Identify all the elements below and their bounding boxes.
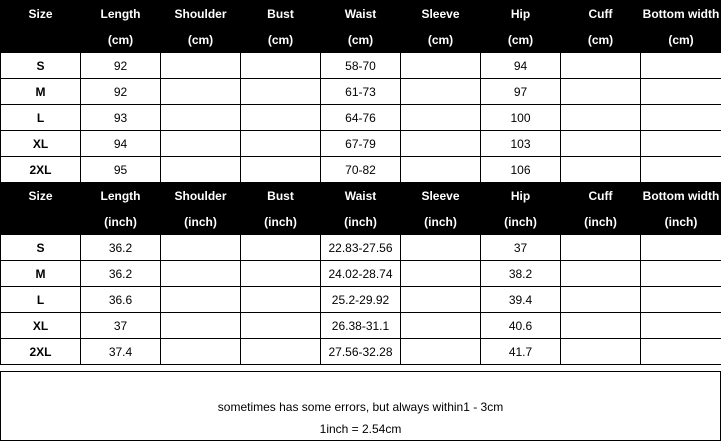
cm-unit-hip: (cm) xyxy=(481,28,561,53)
cm-cell-size: L xyxy=(1,105,81,131)
cm-cell-cuff xyxy=(561,105,641,131)
inch-unit-bust: (inch) xyxy=(241,210,321,235)
cm-header-bust: Bust xyxy=(241,1,321,28)
inch-cell-bust xyxy=(241,261,321,287)
cm-cell-bottom-width xyxy=(641,79,721,105)
inch-cell-hip: 40.6 xyxy=(481,313,561,339)
cm-cell-size: XL xyxy=(1,131,81,157)
cm-unit-bust: (cm) xyxy=(241,28,321,53)
cm-cell-sleeve xyxy=(401,157,481,183)
inch-cell-cuff xyxy=(561,313,641,339)
cm-unit-cuff: (cm) xyxy=(561,28,641,53)
inch-header-length: Length xyxy=(81,183,161,210)
inch-unit-length: (inch) xyxy=(81,210,161,235)
inch-cell-length: 36.2 xyxy=(81,235,161,261)
inch-cell-size: XL xyxy=(1,313,81,339)
cm-cell-size: 2XL xyxy=(1,157,81,183)
cm-header-size: Size xyxy=(1,1,81,28)
inch-unit-bottom-width: (inch) xyxy=(641,210,721,235)
inch-cell-bottom-width xyxy=(641,339,721,365)
cm-cell-cuff xyxy=(561,53,641,79)
inch-table-row xyxy=(1,261,721,287)
cm-cell-waist: 61-73 xyxy=(321,79,401,105)
inch-cell-hip: 38.2 xyxy=(481,261,561,287)
inch-cell-waist: 27.56-32.28 xyxy=(321,339,401,365)
inch-table-row xyxy=(1,287,721,313)
inch-cell-shoulder xyxy=(161,261,241,287)
cm-cell-waist: 67-79 xyxy=(321,131,401,157)
inch-cell-length: 37.4 xyxy=(81,339,161,365)
cm-unit-bottom-width: (cm) xyxy=(641,28,721,53)
inch-unit-row xyxy=(1,210,721,235)
cm-cell-hip: 106 xyxy=(481,157,561,183)
inch-cell-bottom-width xyxy=(641,313,721,339)
cm-cell-bust xyxy=(241,53,321,79)
inch-cell-size: S xyxy=(1,235,81,261)
cm-cell-bottom-width xyxy=(641,53,721,79)
cm-cell-hip: 100 xyxy=(481,105,561,131)
cm-cell-length: 92 xyxy=(81,53,161,79)
cm-unit-length: (cm) xyxy=(81,28,161,53)
inch-cell-length: 36.2 xyxy=(81,261,161,287)
cm-cell-size: M xyxy=(1,79,81,105)
inch-table-row xyxy=(1,339,721,365)
inch-cell-cuff xyxy=(561,287,641,313)
inch-header-bust: Bust xyxy=(241,183,321,210)
cm-header-hip: Hip xyxy=(481,1,561,28)
inch-cell-sleeve xyxy=(401,339,481,365)
cm-header-length: Length xyxy=(81,1,161,28)
inch-cell-cuff xyxy=(561,339,641,365)
cm-cell-cuff xyxy=(561,131,641,157)
inch-cell-length: 36.6 xyxy=(81,287,161,313)
inch-table-row xyxy=(1,235,721,261)
inch-cell-bottom-width xyxy=(641,261,721,287)
inch-unit-sleeve: (inch) xyxy=(401,210,481,235)
cm-header-cuff: Cuff xyxy=(561,1,641,28)
cm-cell-bust xyxy=(241,79,321,105)
cm-table-row xyxy=(1,79,721,105)
inch-header-size: Size xyxy=(1,183,81,210)
cm-header-bottom-width: Bottom width xyxy=(641,1,721,28)
cm-cell-size: S xyxy=(1,53,81,79)
inch-unit-shoulder: (inch) xyxy=(161,210,241,235)
cm-cell-length: 94 xyxy=(81,131,161,157)
inch-header-row xyxy=(1,183,721,210)
inch-cell-sleeve xyxy=(401,261,481,287)
cm-cell-hip: 103 xyxy=(481,131,561,157)
size-notes xyxy=(0,371,721,441)
cm-cell-cuff xyxy=(561,79,641,105)
inch-cell-waist: 25.2-29.92 xyxy=(321,287,401,313)
cm-table-row xyxy=(1,157,721,183)
inch-header-shoulder: Shoulder xyxy=(161,183,241,210)
conversion-note: 1inch = 2.54cm xyxy=(319,422,402,436)
inch-cell-hip: 39.4 xyxy=(481,287,561,313)
cm-table-row xyxy=(1,131,721,157)
inch-unit-waist: (inch) xyxy=(321,210,401,235)
inch-cell-bottom-width xyxy=(641,287,721,313)
inch-header-cuff: Cuff xyxy=(561,183,641,210)
inch-cell-shoulder xyxy=(161,235,241,261)
cm-table-row xyxy=(1,105,721,131)
inch-cell-bust xyxy=(241,339,321,365)
cm-cell-sleeve xyxy=(401,53,481,79)
cm-cell-waist: 70-82 xyxy=(321,157,401,183)
cm-unit-row xyxy=(1,28,721,53)
inch-cell-bust xyxy=(241,287,321,313)
inch-cell-shoulder xyxy=(161,313,241,339)
inch-cell-bottom-width xyxy=(641,235,721,261)
cm-unit-waist: (cm) xyxy=(321,28,401,53)
cm-header-sleeve: Sleeve xyxy=(401,1,481,28)
cm-cell-shoulder xyxy=(161,105,241,131)
inch-cell-cuff xyxy=(561,235,641,261)
tolerance-note: sometimes has some errors, but always within1 - 3cm xyxy=(217,400,504,414)
inch-cell-waist: 24.02-28.74 xyxy=(321,261,401,287)
inch-unit-hip: (inch) xyxy=(481,210,561,235)
cm-cell-hip: 94 xyxy=(481,53,561,79)
inch-cell-bust xyxy=(241,313,321,339)
cm-cell-shoulder xyxy=(161,53,241,79)
cm-cell-shoulder xyxy=(161,131,241,157)
inch-cell-size: 2XL xyxy=(1,339,81,365)
cm-cell-waist: 64-76 xyxy=(321,105,401,131)
inch-cell-bust xyxy=(241,235,321,261)
cm-header-shoulder: Shoulder xyxy=(161,1,241,28)
cm-unit-shoulder: (cm) xyxy=(161,28,241,53)
inch-cell-cuff xyxy=(561,261,641,287)
inch-cell-sleeve xyxy=(401,235,481,261)
cm-cell-bust xyxy=(241,131,321,157)
cm-cell-sleeve xyxy=(401,105,481,131)
cm-cell-shoulder xyxy=(161,157,241,183)
inch-cell-hip: 37 xyxy=(481,235,561,261)
cm-cell-cuff xyxy=(561,157,641,183)
cm-cell-sleeve xyxy=(401,79,481,105)
inch-cell-shoulder xyxy=(161,287,241,313)
inch-header-bottom-width: Bottom width xyxy=(641,183,721,210)
cm-cell-bottom-width xyxy=(641,105,721,131)
cm-cell-waist: 58-70 xyxy=(321,53,401,79)
cm-cell-sleeve xyxy=(401,131,481,157)
inch-cell-waist: 26.38-31.1 xyxy=(321,313,401,339)
cm-cell-hip: 97 xyxy=(481,79,561,105)
cm-cell-length: 92 xyxy=(81,79,161,105)
inch-header-hip: Hip xyxy=(481,183,561,210)
inch-unit-size xyxy=(1,210,81,235)
inch-cell-length: 37 xyxy=(81,313,161,339)
cm-table-row xyxy=(1,53,721,79)
inch-unit-cuff: (inch) xyxy=(561,210,641,235)
inch-table-row xyxy=(1,313,721,339)
cm-cell-bust xyxy=(241,157,321,183)
inch-cell-sleeve xyxy=(401,313,481,339)
cm-cell-length: 95 xyxy=(81,157,161,183)
cm-cell-bust xyxy=(241,105,321,131)
cm-header-row xyxy=(1,1,721,28)
inch-cell-size: L xyxy=(1,287,81,313)
inch-cell-hip: 41.7 xyxy=(481,339,561,365)
inch-header-waist: Waist xyxy=(321,183,401,210)
inch-header-sleeve: Sleeve xyxy=(401,183,481,210)
inch-cell-sleeve xyxy=(401,287,481,313)
cm-cell-bottom-width xyxy=(641,157,721,183)
cm-unit-size xyxy=(1,28,81,53)
inch-cell-size: M xyxy=(1,261,81,287)
cm-cell-shoulder xyxy=(161,79,241,105)
inch-cell-waist: 22.83-27.56 xyxy=(321,235,401,261)
cm-cell-length: 93 xyxy=(81,105,161,131)
cm-header-waist: Waist xyxy=(321,1,401,28)
cm-cell-bottom-width xyxy=(641,131,721,157)
inch-cell-shoulder xyxy=(161,339,241,365)
cm-unit-sleeve: (cm) xyxy=(401,28,481,53)
